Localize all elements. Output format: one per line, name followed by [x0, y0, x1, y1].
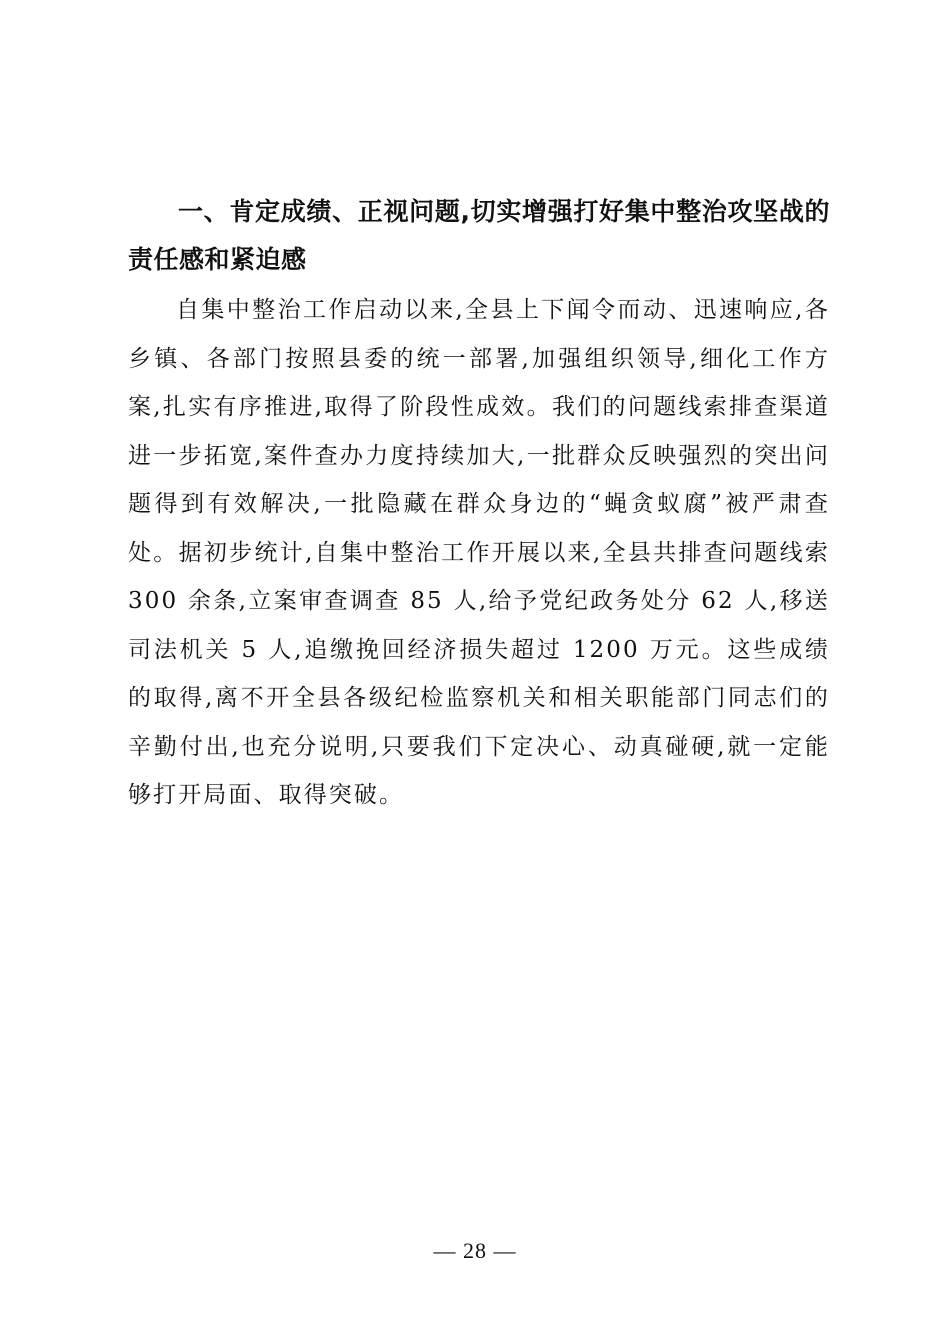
body-paragraph: 自集中整治工作启动以来,全县上下闻令而动、迅速响应,各乡镇、各部门按照县委的统一部署,加强组织领导,细化工作方案,扎实有序推进,取得了阶段性成效。我们的问题线索排查渠道进一步拓宽,案件查办力度持续加大,一批群众反映强烈的突出问题得到有效解决,一批隐藏在群众身边的“蝇贪蚁腐”被严肃查处。据初步统计,自集中整治工作开展以来,全县共排查问题线索 300 余条,立案审查调查 85 人,给予党纪政务处分 62 人,移送司法机关 5 人,追缴挽回经济损失超过 1200 万元。这些成绩的取得,离不开全县各级纪检监察机关和相关职能部门同志们的辛勤付出,也充分说明,只要我们下定决心、动真碰硬,就一定能够打开局面、取得突破。 [128, 297, 830, 808]
section-heading: 一、肯定成绩、正视问题,切实增强打好集中整治攻坚战的责任感和紧迫感 [128, 197, 830, 274]
document-body [128, 188, 830, 820]
page-number: — 28 — [433, 1238, 517, 1263]
